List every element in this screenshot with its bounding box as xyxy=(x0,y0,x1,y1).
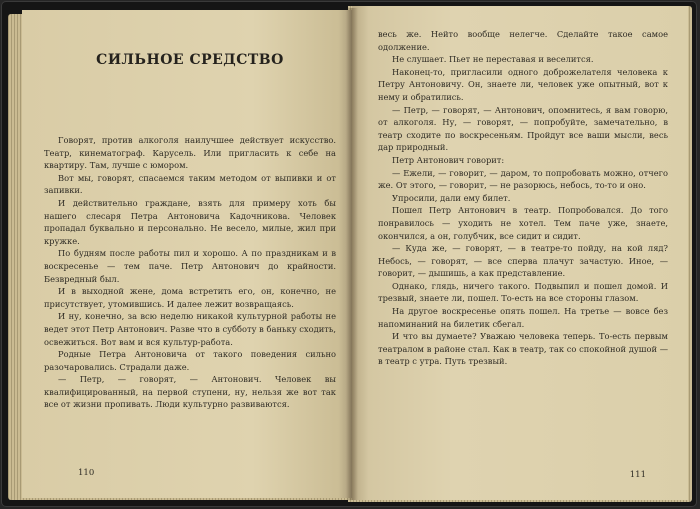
left-paragraph: По будням после работы пил и хорошо. А по праздникам и в воскресенье — тем паче. Петр Антонович до крайности. Безвредный был. xyxy=(44,248,336,284)
right-paragraph: весь же. Нейто вообще нелегче. Сделайте такое самое одолжение. xyxy=(378,29,668,52)
left-paragraph: И ну, конечно, за всю неделю никакой культурной работы не ведет этот Петр Антонович. Разве что в субботу в баньку сходить, освежиться. Вот вам и вся культур-работа. xyxy=(44,311,336,347)
right-paragraph: Не слушает. Пьет не переставая и веселится. xyxy=(392,54,594,65)
right-paragraph: И что вы думаете? Уважаю человека теперь. То-есть первым театралом в районе стал. Как в театр, так со спокойной душой — в театр с утра. Путь трезвый. xyxy=(378,331,668,367)
left-paragraph: — Петр, — говорят, — Антонович. Человек вы квалифицированный, на первой ступени, ну, нельзя же вот так все от жизни пропивать. Люди культурно развиваются. xyxy=(44,374,336,410)
right-paragraph: Упросили, дали ему билет. xyxy=(392,192,511,203)
right-paragraph: Пошел Петр Антонович в театр. Попробовался. До того понравилось — уходить не хотел. Тем паче уже, знаете, окончился, а он, голубчик, все сидит и сидит. xyxy=(378,205,668,241)
left-paragraph: И действительно граждане, взять для примеру хоть бы нашего слесаря Петра Антоновича Кадочникова. Человек пропадал буквально и персонально. Не весело, милые, жил при кружке. xyxy=(44,197,336,246)
left-paragraph: Родные Петра Антоновича от такого поведения сильно разочаровались. Страдали даже. xyxy=(44,349,336,372)
story-title: СИЛЬНОЕ СРЕДСТВО xyxy=(96,52,284,68)
right-paragraph: — Петр, — говорят, — Антонович, опомнитесь, я вам говорю, от алкоголя. Ну, — говорят, — попробуйте, замечательно, в театр сходите по воскресеньям. Пройдут все ваши мысли, весь дар природный. xyxy=(378,104,668,153)
page-number-right: 111 xyxy=(629,470,646,480)
right-paragraph: Петр Антонович говорит: xyxy=(392,154,505,165)
right-paragraph: На другое воскресенье опять пошел. На третье — вовсе без напоминаний на билетик сбегал. xyxy=(378,306,668,329)
book-gutter xyxy=(346,8,358,500)
right-paragraph: Наконец-то, пригласили одного доброжелателя человека к Петру Антоновичу. Он, знаете ли, человек уже опытный, вот к нему и обратились. xyxy=(378,66,668,102)
left-paragraph: И в выходной жене, дома встретить его, он, конечно, не присутствует, утомившись. И далее лежит возвращаясь. xyxy=(44,286,336,309)
right-paragraph: — Ежели, — говорит, — даром, то попробовать можно, отчего же. От этого, — говорит, — не разорюсь, небось, то-то и оно. xyxy=(378,167,668,191)
left-paragraph: Вот мы, говорят, спасаемся таким методом от выпивки и от запивки. xyxy=(44,172,336,196)
right-page xyxy=(352,6,688,500)
left-paragraph: Говорят, против алкоголя наилучшее действует искусство. Театр, кинематограф. Карусель. Или пригласить к себе на квартиру. Там, лучше с юмором. xyxy=(44,135,336,171)
right-paragraph: — Куда же, — говорят, — в театре-то пойду, на кой ляд? Небось, — говорят, — все сперва плачут зачастую. Иное, — говорит, — дышишь, а как представление. xyxy=(378,243,668,279)
right-paragraph: Однако, глядь, ничего такого. Подвыпил и пошел домой. И трезвый, знаете ли, пошел. То-есть на все стороны глазом. xyxy=(378,280,668,304)
left-page xyxy=(22,10,352,498)
page-number-left: 110 xyxy=(78,468,95,478)
